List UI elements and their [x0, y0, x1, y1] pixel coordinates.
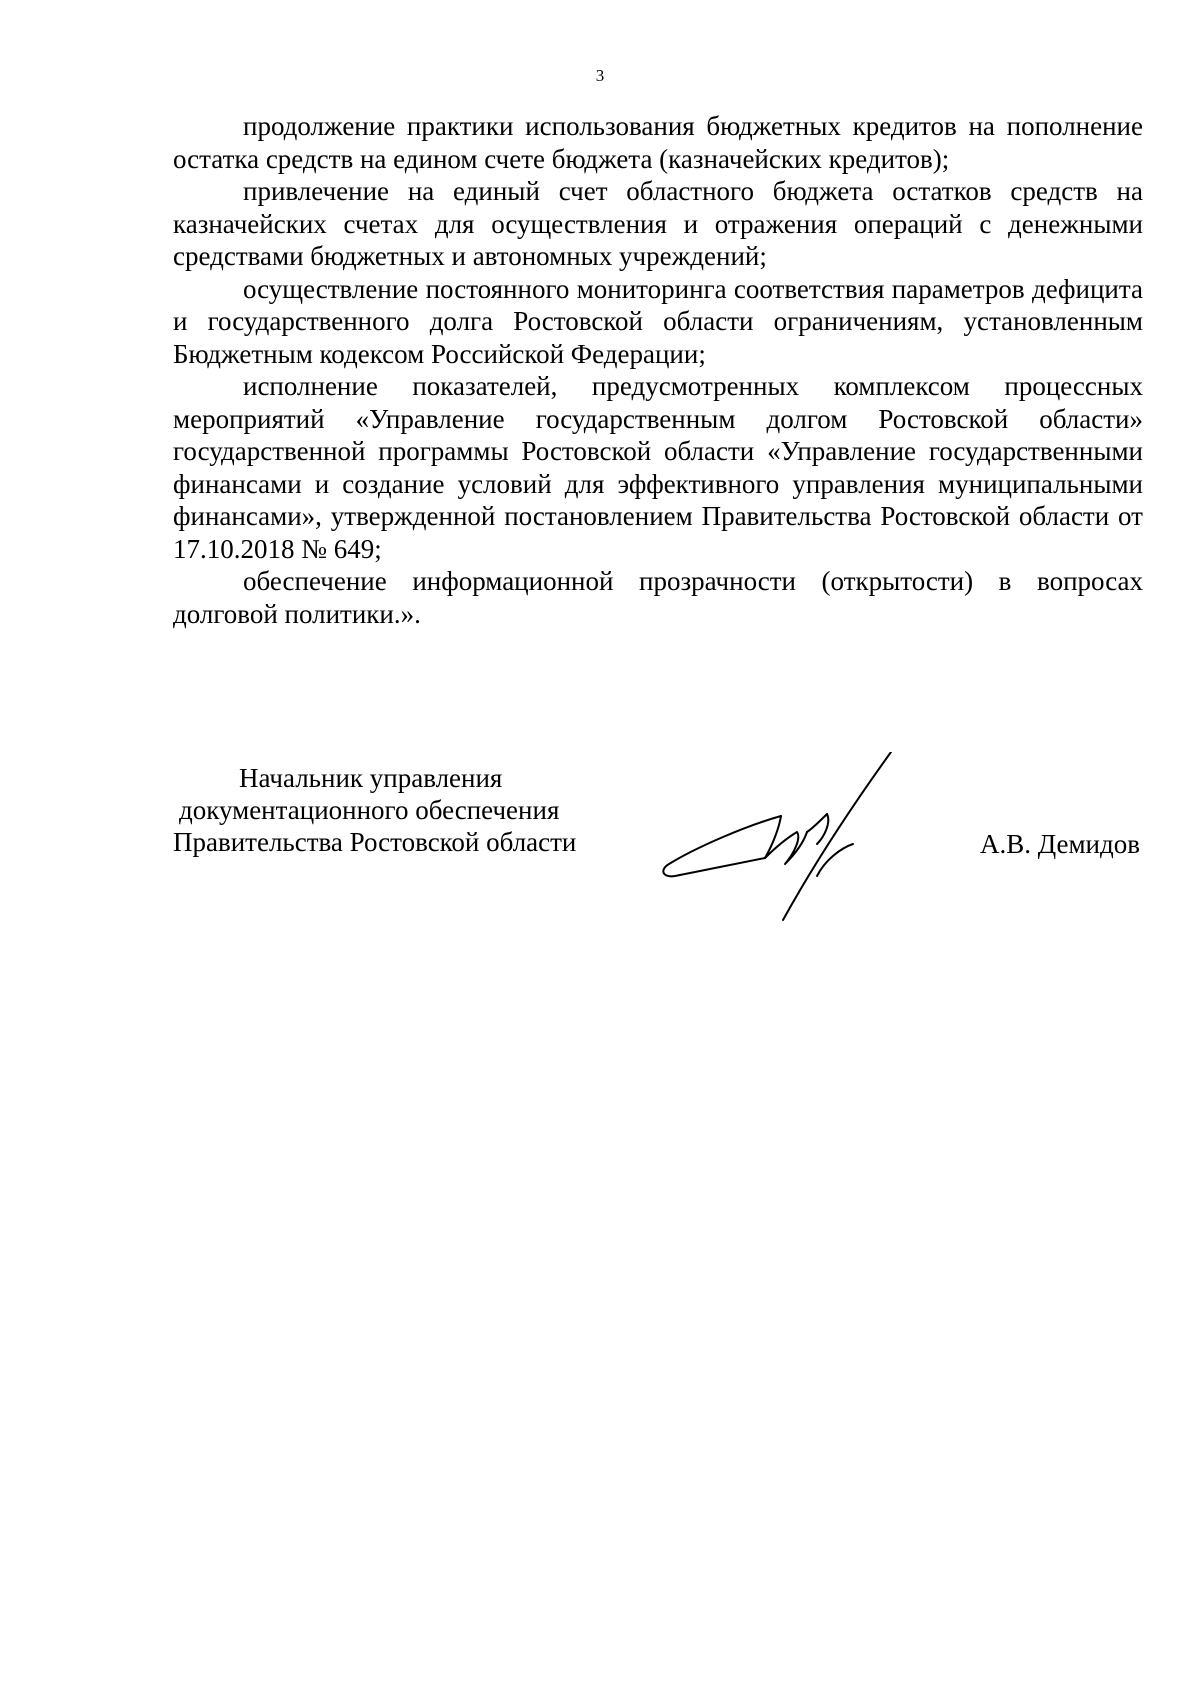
paragraph: осуществление постоянного мониторинга соответствия параметров дефицита и государственного долга Ростовской области ограничениям, установленным Бюджетным кодексом Российской Федерации; — [173, 273, 1143, 369]
signer-position — [173, 762, 576, 858]
page-number: 3 — [595, 66, 605, 85]
paragraph: привлечение на единый счет областного бюджета остатков средств на казначейских счетах для осуществления и отражения операций с денежными средствами бюджетных и автономных учреждений; — [173, 176, 1143, 271]
paragraph: обеспечение информационной прозрачности (открытости) в вопросах долговой политики.». — [173, 566, 1143, 629]
signer-name: А.В. Демидов — [979, 829, 1140, 859]
signer-position-line: документационного обеспечения — [179, 795, 560, 825]
handwritten-signature — [655, 752, 955, 922]
document-body — [173, 110, 1143, 630]
signer-position-line: Начальник управления — [239, 763, 503, 793]
paragraph: исполнение показателей, предусмотренных комплексом процессных мероприятий «Управление государственным долгом Ростовской области» государственной программы Ростовской области «Управление государственными финансами и создание условий для эффективного управления муниципальными финансами», утвержденной постановлением Правительства Ростовской области от 17.10.2018 № 649; — [173, 371, 1143, 564]
paragraph: продолжение практики использования бюджетных кредитов на пополнение остатка средств на едином счете бюджета (казначейских кредитов); — [173, 111, 1143, 174]
signer-position-line: Правительства Ростовской области — [173, 827, 577, 857]
